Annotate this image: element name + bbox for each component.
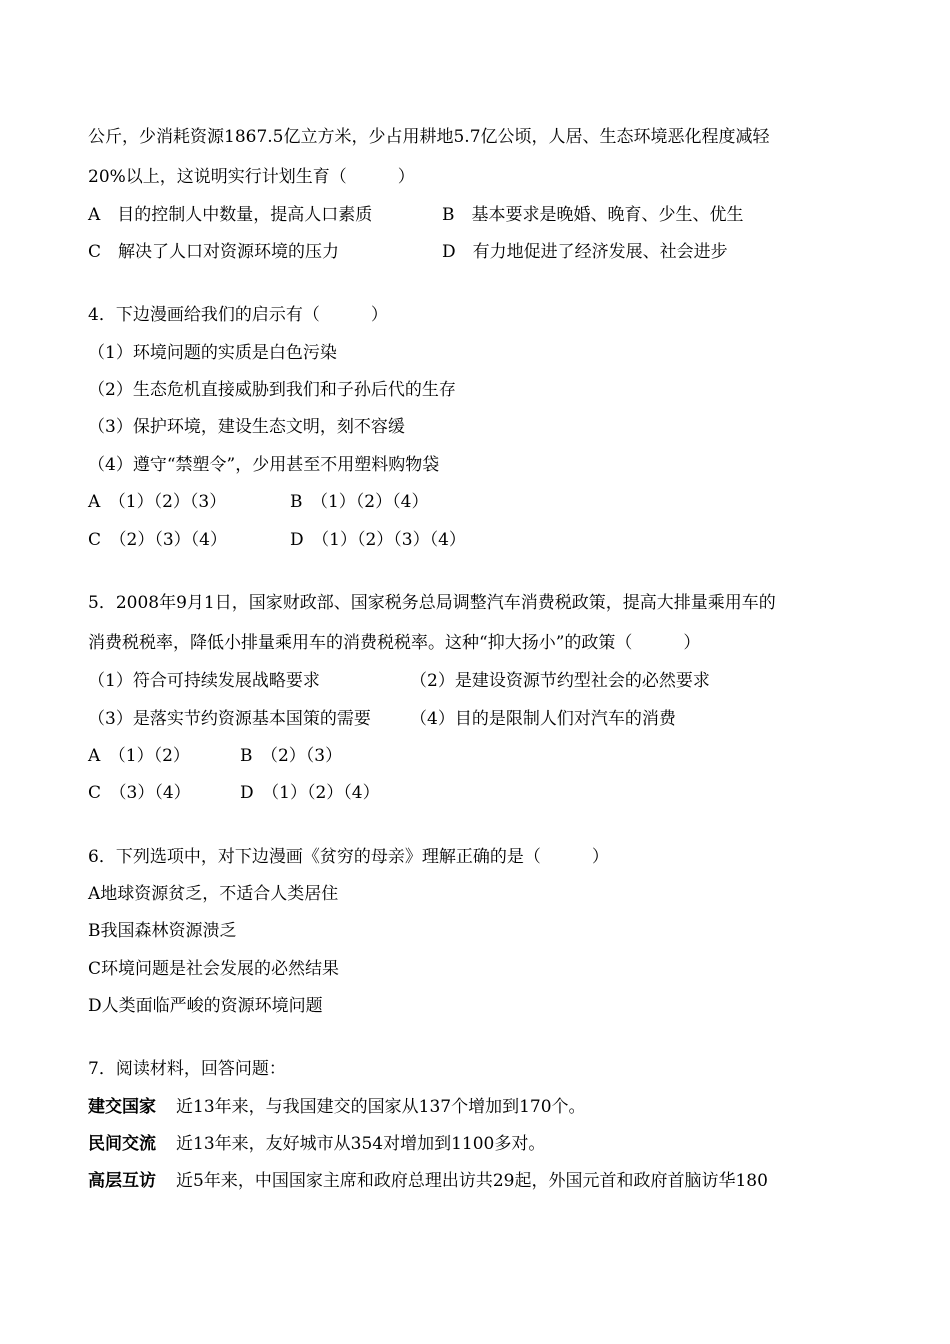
q4-option-b: B （1）（2）（4） <box>290 492 429 512</box>
q5-item-2: （2）是建设资源节约型社会的必然要求 <box>410 671 710 691</box>
q6-option-d: D人类面临严峻的资源环境问题 <box>88 996 323 1016</box>
q3-option-a: A 目的控制人中数量，提高人口素质 <box>88 205 373 225</box>
q4-option-d: D （1）（2）（3）（4） <box>290 530 466 550</box>
q4-item-3: （3）保护环境，建设生态文明，刻不容缓 <box>88 417 405 437</box>
q7-row-text: 近5年来，中国国家主席和政府总理出访共29起，外国元首和政府首脑访华180 <box>176 1171 768 1191</box>
q6-option-c: C环境问题是社会发展的必然结果 <box>88 959 340 979</box>
q5-item-1: （1）符合可持续发展战略要求 <box>88 671 320 691</box>
q3-option-d: D 有力地促进了经济发展、社会进步 <box>442 242 728 262</box>
q3-option-b: B 基本要求是晚婚、晚育、少生、优生 <box>442 205 744 225</box>
q5-stem-line-2: 消费税税率，降低小排量乘用车的消费税税率。这种“抑大扬小”的政策（ ） <box>88 633 701 653</box>
q5-option-d: D （1）（2）（4） <box>240 783 380 803</box>
q5-option-c: C （3）（4） <box>88 783 191 803</box>
q4-option-a: A （1）（2）（3） <box>88 492 227 512</box>
q4-item-1: （1）环境问题的实质是白色污染 <box>88 343 337 363</box>
q4-item-4: （4）遵守“禁塑令”，少用甚至不用塑料购物袋 <box>88 455 440 475</box>
q7-row-text: 近13年来，友好城市从354对增加到1100多对。 <box>176 1134 546 1154</box>
q5-option-a: A （1）（2） <box>88 746 190 766</box>
q3-stem-line-2: 20%以上，这说明实行计划生育（ ） <box>88 167 415 187</box>
q7-material-row <box>88 1170 768 1192</box>
q6-option-b: B我国森林资源溃乏 <box>88 921 237 941</box>
q5-item-4: （4）目的是限制人们对汽车的消费 <box>410 709 676 729</box>
q6-stem: 6．下列选项中，对下边漫画《贫穷的母亲》理解正确的是（ ） <box>88 847 609 867</box>
q4-item-2: （2）生态危机直接威胁到我们和子孙后代的生存 <box>88 380 456 400</box>
q7-stem: 7．阅读材料，回答问题： <box>88 1059 286 1079</box>
q7-material-row <box>88 1133 545 1155</box>
q7-row-label: 建交国家 <box>88 1097 156 1117</box>
q6-option-a: A地球资源贫乏，不适合人类居住 <box>88 884 339 904</box>
q7-material-row <box>88 1096 586 1118</box>
q5-stem-line-1: 5．2008年9月1日，国家财政部、国家税务总局调整汽车消费税政策，提高大排量乘用车的 <box>88 593 776 613</box>
q4-option-c: C （2）（3）（4） <box>88 530 227 550</box>
q4-stem: 4．下边漫画给我们的启示有（ ） <box>88 305 388 325</box>
q7-row-label: 高层互访 <box>88 1171 156 1191</box>
q3-stem-line-1: 公斤，少消耗资源1867.5亿立方米，少占用耕地5.7亿公顷，人居、生态环境恶化程度减轻 <box>88 127 770 147</box>
q5-item-3: （3）是落实节约资源基本国策的需要 <box>88 709 371 729</box>
q3-option-c: C 解决了人口对资源环境的压力 <box>88 242 340 262</box>
q5-option-b: B （2）（3） <box>240 746 343 766</box>
q7-row-label: 民间交流 <box>88 1134 156 1154</box>
q7-row-text: 近13年来，与我国建交的国家从137个增加到170个。 <box>176 1097 586 1117</box>
